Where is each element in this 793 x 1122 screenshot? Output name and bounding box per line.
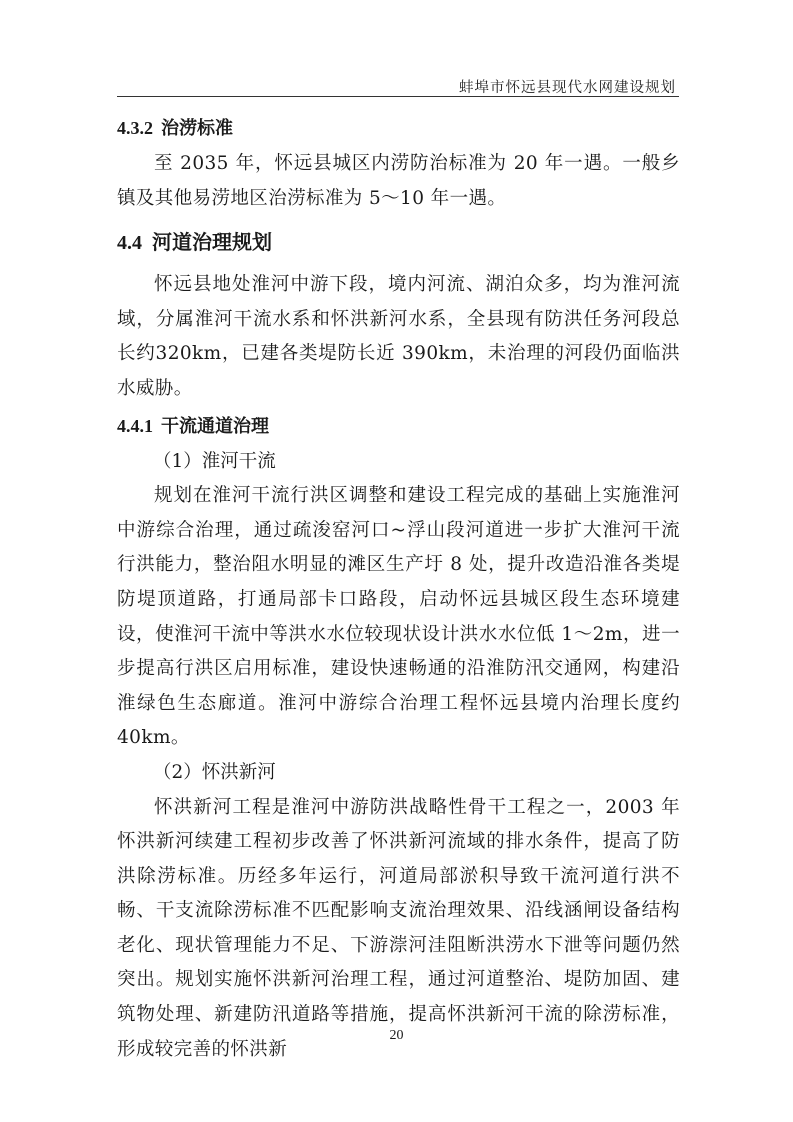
heading-title: 治涝标准 [161, 118, 233, 139]
running-header: 蚌埠市怀远县现代水网建设规划 [459, 80, 676, 96]
heading-number: 4.4 [117, 232, 142, 255]
page-content [117, 109, 680, 1067]
subitem-huaihong-new-river: （2）怀洪新河 [153, 761, 276, 783]
paragraph-river-overview: 怀远县地处淮河中游下段，境内河流、湖泊众多，均为淮河流域，分属淮河干流水系和怀洪新河水系，全县现有防洪任务河段总长约320km，已建各类堤防长近 390km，未治理的河段仍面临洪水威胁。 [117, 274, 680, 399]
heading-number: 4.3.2 [117, 118, 153, 138]
heading-4-4-1 [117, 407, 680, 445]
paragraph-huai-river-mainstream: 规划在淮河干流行洪区调整和建设工程完成的基础上实施淮河中游综合治理，通过疏浚窑河口~浮山段河道进一步扩大淮河干流行洪能力，整治阻水明显的滩区生产圩 8 处，提升改造沿淮各类堤防堤顶道路，打通局部卡口路段，启动怀远县城区段生态环境建设，使淮河干流中等洪水水位较现状设计洪水水位低 1～2m，进一步提高行洪区启用标准，建设快速畅通的沿淮防汛交通网，构建沿淮绿色生态廊道。淮河中游综合治理工程怀远县境内治理长度约 40km。 [117, 485, 680, 749]
page-number: 20 [389, 1028, 404, 1043]
heading-4-3-2 [117, 109, 680, 147]
paragraph-huaihong-new-river: 怀洪新河工程是淮河中游防洪战略性骨干工程之一，2003 年怀洪新河续建工程初步改善了怀洪新河流域的排水条件，提高了防洪除涝标准。历经多年运行，河道局部淤积导致干流河道行洪不畅、干支流除涝标准不匹配影响支流治理效果、沿线涵闸设备结构老化、现状管理能力不足、下游漴河洼阻断洪涝水下泄等问题仍然突出。规划实施怀洪新河治理工程，通过河道整治、堤防加固、建筑物处理、新建防汛道路等措施，提高怀洪新河干流的除涝标准，形成较完善的怀洪新 [117, 796, 680, 1060]
heading-title: 干流通道治理 [161, 415, 269, 437]
paragraph-drainage-standard: 至 2035 年，怀远县城区内涝防治标准为 20 年一遇。一般乡镇及其他易涝地区治涝标准为 5～10 年一遇。 [117, 153, 680, 209]
heading-4-4 [117, 220, 680, 264]
heading-title: 河道治理规划 [152, 230, 272, 255]
subitem-huai-river-mainstream: （1）淮河干流 [153, 450, 276, 472]
heading-number: 4.4.1 [117, 415, 153, 436]
header-rule [117, 96, 679, 97]
